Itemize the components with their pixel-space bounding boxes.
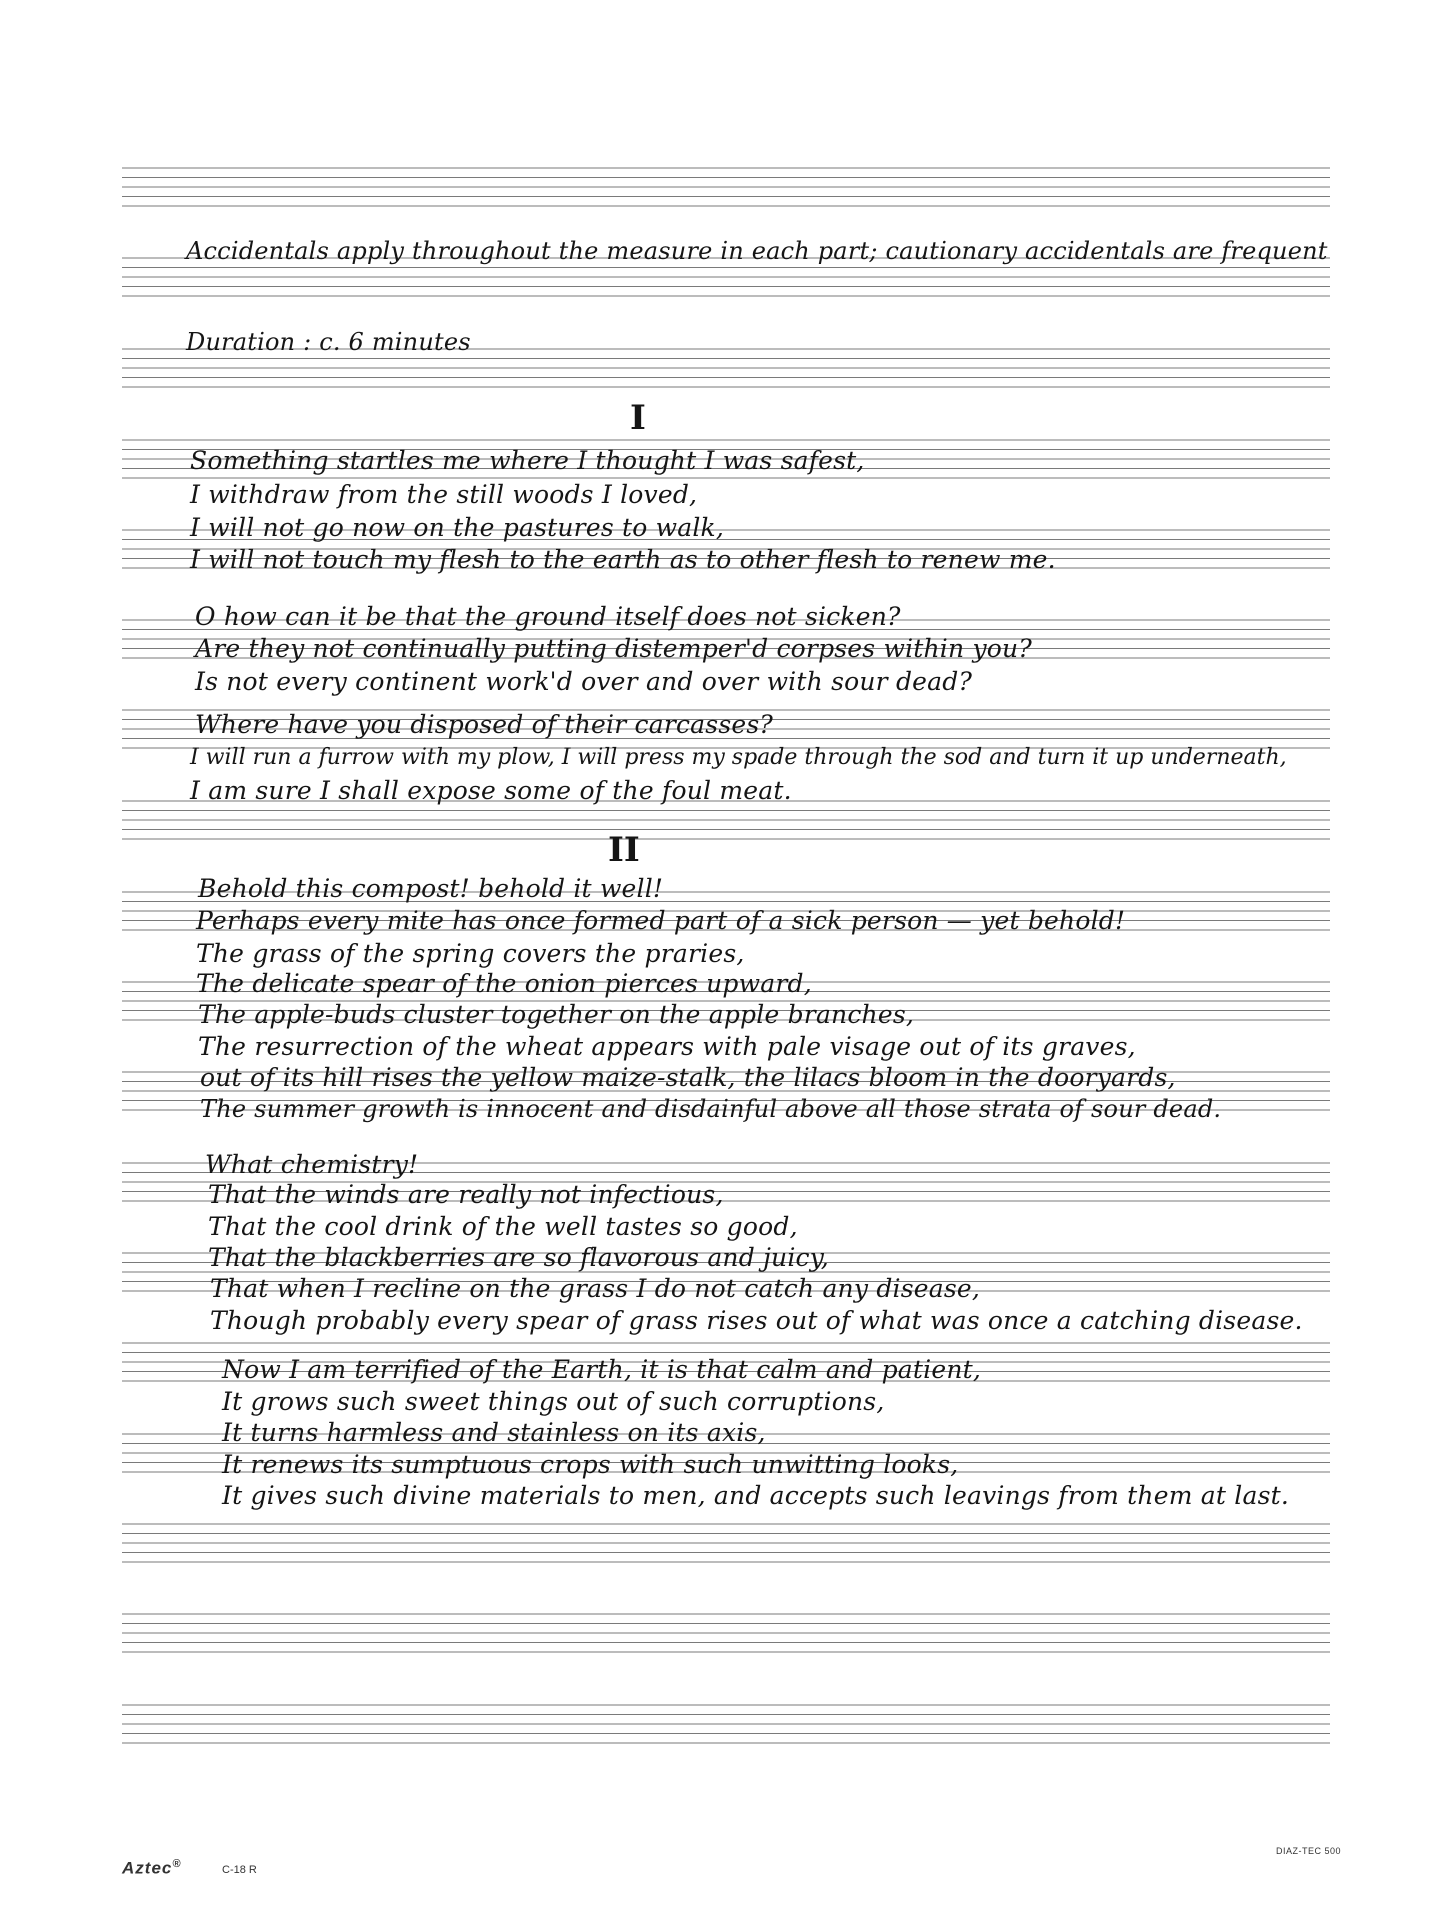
poem-line: I will not go now on the pastures to walk, — [190, 513, 725, 542]
poem-line: The delicate spear of the onion pierces upward, — [196, 969, 812, 998]
poem-line: That the blackberries are so flavorous and juicy, — [208, 1243, 829, 1272]
poem-line: It renews its sumptuous crops with such unwitting looks, — [222, 1450, 959, 1479]
poem-line: Something startles me where I thought I was safest, — [190, 446, 865, 475]
poem-line: I am sure I shall expose some of the foul meat. — [190, 776, 792, 805]
poem-line: It gives such divine materials to men, and accepts such leavings from them at last. — [222, 1481, 1290, 1510]
poem-line: That the cool drink of the well tastes so good, — [208, 1212, 798, 1241]
poem-line: Though probably every spear of grass rises out of what was once a catching disease. — [210, 1306, 1303, 1335]
poem-line: The apple-buds cluster together on the apple branches, — [198, 1000, 915, 1029]
poem-line: Now I am terrified of the Earth, it is that calm and patient, — [222, 1355, 982, 1384]
duration-note: Duration : c. 6 minutes — [186, 328, 471, 356]
poem-line: I will run a furrow with my plow, I will press my spade through the sod and turn it up underneath, — [190, 745, 1287, 770]
poem-line: That the winds are really not infectious, — [208, 1180, 724, 1209]
poem-line: Behold this compost! behold it well! — [198, 874, 664, 903]
poem-line: I will not touch my flesh to the earth as to other flesh to renew me. — [190, 545, 1056, 574]
accidentals-note: Accidentals apply throughout the measure in each part; cautionary accidentals are frequent — [186, 237, 1328, 265]
poem-line: out of its hill rises the yellow maize-stalk, the lilacs bloom in the dooryards, — [200, 1063, 1176, 1092]
paper-code: C-18 R — [222, 1864, 257, 1876]
brand-name: Aztec — [122, 1858, 173, 1878]
product-name: DIAZ-TEC 500 — [1276, 1846, 1342, 1856]
poem-line: Are they not continually putting distemper'd corpses within you? — [195, 634, 1032, 663]
section-numeral-2: II — [608, 830, 640, 870]
poem-line: The resurrection of the wheat appears with pale visage out of its graves, — [198, 1032, 1136, 1061]
poem-line: The summer growth is innocent and disdainful above all those strata of sour dead. — [200, 1095, 1222, 1123]
poem-line: Is not every continent work'd over and over with sour dead? — [195, 667, 973, 696]
poem-line: I withdraw from the still woods I loved, — [190, 480, 698, 509]
poem-line: It grows such sweet things out of such corruptions, — [222, 1387, 885, 1416]
poem-line: Perhaps every mite has once formed part of a sick person — yet behold! — [196, 906, 1126, 935]
poem-line: O how can it be that the ground itself does not sicken? — [195, 602, 901, 631]
poem-line: What chemistry! — [205, 1150, 419, 1179]
poem-line: It turns harmless and stainless on its axis, — [222, 1418, 766, 1447]
poem-line: The grass of the spring covers the praries, — [196, 939, 745, 968]
poem-line: That when I recline on the grass I do not catch any disease, — [210, 1274, 981, 1303]
registered-mark: ® — [172, 1858, 182, 1870]
brand-logo — [122, 1858, 181, 1879]
section-numeral-1: I — [630, 398, 646, 438]
poem-line: Where have you disposed of their carcasses? — [195, 710, 773, 739]
